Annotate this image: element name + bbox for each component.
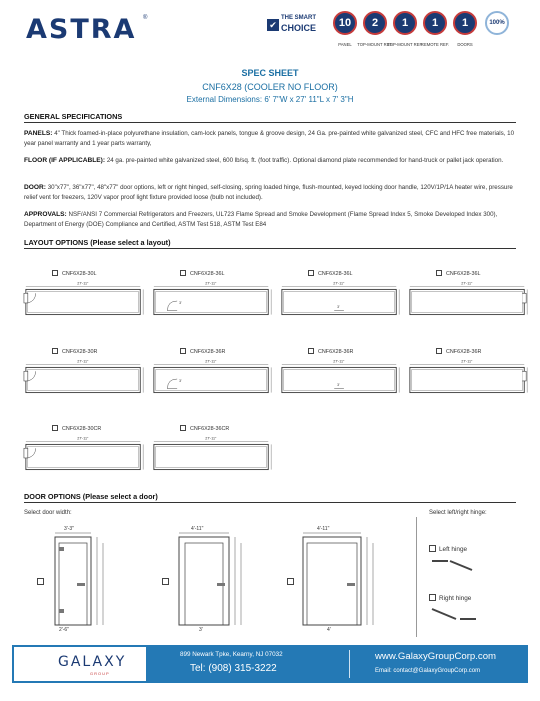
length-dim: 27'-11" [205, 359, 217, 364]
floor-text: 24 ga. pre-painted white galvanized steel, 600 lb/sq. ft. (foot traffic). Optional diamond plate recommended for hand-truck or pallet jack operation. [106, 157, 504, 164]
right-hinge-diagram [430, 604, 480, 631]
badge-caption: REMOTE REF. [420, 42, 450, 47]
door-top-dim: 3'-3" [64, 526, 74, 532]
length-dim: 27'-11" [461, 359, 473, 364]
layout-checkbox[interactable] [180, 348, 186, 354]
layout-floorplan [406, 279, 532, 325]
layout-option-3[interactable] [308, 270, 352, 277]
checkmark-icon: ✔ [267, 19, 279, 31]
layout-checkbox[interactable] [52, 348, 58, 354]
badge-number: 1 [423, 11, 447, 35]
right-hinge-option[interactable] [429, 594, 471, 602]
layout-floorplan [150, 434, 276, 480]
layout-option-label: CNF6X28-36R [446, 349, 482, 355]
door-bottom-dim: 3' [199, 627, 203, 633]
length-dim: 27'-11" [77, 359, 89, 364]
left-hinge-checkbox[interactable] [429, 545, 436, 552]
choice-line1: THE SMART [281, 15, 316, 21]
footer-email-link[interactable]: Email: contact@GalaxyGroupCorp.com [375, 668, 481, 674]
door-top-dim: 4'-11" [317, 526, 330, 532]
layout-checkbox[interactable] [436, 270, 442, 276]
door-options-heading: DOOR OPTIONS (Please select a door) [24, 492, 516, 503]
layout-floorplan [150, 357, 276, 403]
badge-number: 10 [333, 11, 357, 35]
door-label: DOOR: [24, 184, 46, 191]
layout-option-2[interactable] [180, 270, 224, 277]
footer-phone: Tel: (908) 315-3222 [190, 663, 277, 674]
right-hinge-checkbox[interactable] [429, 594, 436, 601]
warranty-badge-topmount [357, 11, 393, 47]
door-top-dim: 4'-11" [191, 526, 204, 532]
layout-options-heading: LAYOUT OPTIONS (Please select a layout) [24, 238, 516, 249]
select-hinge-label: Select left/right hinge: [429, 510, 487, 516]
galaxy-wordmark: GALAXY [58, 654, 127, 670]
badge-number: 1 [453, 11, 477, 35]
left-hinge-diagram [430, 556, 480, 581]
layout-option-7[interactable] [308, 348, 353, 355]
length-dim: 27'-11" [205, 281, 217, 286]
hundred-percent-badge [485, 11, 509, 39]
layout-floorplan [22, 279, 148, 325]
length-dim: 27'-11" [333, 359, 345, 364]
footer-website-link[interactable]: www.GalaxyGroupCorp.com [375, 651, 497, 662]
door-bottom-dim: 4' [327, 627, 331, 633]
choice-line2: CHOICE [281, 23, 317, 33]
layout-option-1[interactable] [52, 270, 96, 277]
door-width-checkbox-1[interactable] [37, 578, 44, 585]
badge-caption: DOORS [457, 42, 473, 47]
layout-checkbox[interactable] [52, 425, 58, 431]
panels-spec [24, 129, 516, 148]
length-dim: 27'-11" [77, 281, 89, 286]
door-drawing-1 [47, 523, 117, 638]
panels-text: 4" Thick foamed-in-place polyurethane insulation, cam-lock panels, tongue & groove design, 24 Ga. pre-painted white galvanized steel, CFC and HFC free materials, 10 year panel warranty and 1 year parts warranty, [24, 130, 515, 147]
select-door-width-label: Select door width: [24, 510, 72, 516]
layout-floorplan [406, 357, 532, 403]
layout-checkbox[interactable] [308, 270, 314, 276]
footer-divider [349, 650, 350, 678]
door-spec [24, 183, 516, 202]
smart-choice-badge [267, 13, 327, 41]
badge-number: 1 [393, 11, 417, 35]
door-mark: 3' [337, 304, 340, 309]
layout-floorplan [278, 357, 404, 403]
layout-option-label: CNF6X28-30CR [62, 426, 102, 432]
layout-floorplan [278, 279, 404, 325]
badge-caption: TOP-MOUNT REF. [357, 42, 393, 47]
external-dimensions: External Dimensions: 6' 7"W x 27' 11"L x 7' 3"H [186, 95, 354, 104]
door-options-divider [416, 517, 417, 637]
layout-option-label: CNF6X28-36R [190, 349, 226, 355]
door-mark: 3' [179, 378, 182, 383]
model-name: CNF6X28 (COOLER NO FLOOR) [202, 82, 338, 92]
general-specs-heading: GENERAL SPECIFICATIONS [24, 112, 516, 123]
layout-option-label: CNF6X28-36L [190, 271, 225, 277]
length-dim: 27'-11" [461, 281, 473, 286]
layout-option-label: CNF6X28-36L [446, 271, 481, 277]
door-width-checkbox-2[interactable] [162, 578, 169, 585]
layout-checkbox[interactable] [180, 425, 186, 431]
door-mark: 3' [337, 382, 340, 387]
door-text: 30"x77", 36"x77", 48"x77" door options, left or right hinged, self-closing, spring loaded hinge, flush-mounted, keyed locking door handle, 120V/1P/1A heater wire, pressure relief vent for freezers, 120V vapor proof light fixture provided loose (bulb not included). [24, 184, 513, 201]
warranty-badge-topmount-2 [387, 11, 423, 47]
door-mark: 3' [179, 300, 182, 305]
galaxy-logo [14, 647, 146, 681]
footer-address: 899 Newark Tpke, Kearny, NJ 07032 [180, 651, 283, 658]
layout-option-label: CNF6X28-36CR [190, 426, 230, 432]
left-hinge-option[interactable] [429, 545, 467, 553]
panels-label: PANELS: [24, 130, 53, 137]
layout-option-4[interactable] [436, 270, 480, 277]
registered-mark: ® [143, 15, 148, 21]
approvals-label: APPROVALS: [24, 211, 67, 218]
layout-floorplan [22, 434, 148, 480]
layout-option-label: CNF6X28-30R [62, 349, 98, 355]
layout-option-label: CNF6X28-36L [318, 271, 353, 277]
badge-caption: TOP-MOUNT REF. [387, 42, 423, 47]
length-dim: 27'-11" [77, 436, 89, 441]
layout-floorplan [22, 357, 148, 403]
badge-caption: PANEL [338, 42, 352, 47]
floor-label: FLOOR (IF APPLICABLE): [24, 157, 106, 164]
layout-option-5[interactable] [52, 348, 97, 355]
door-drawing-2 [173, 523, 253, 638]
door-bottom-dim: 2'-6" [59, 627, 69, 633]
approvals-spec [24, 210, 516, 229]
layout-option-9[interactable] [52, 425, 101, 432]
layout-checkbox[interactable] [52, 270, 58, 276]
approvals-text: NSF/ANSI 7 Commercial Refrigerators and Freezers, UL723 Flame Spread and Smoke Development (Flame Spread Index 5, Smoke Developed Index 300), Department of Energy (DOE) Compliance and Certified, ASTM Test 518, ASTM Test E84 [24, 211, 498, 228]
layout-checkbox[interactable] [308, 348, 314, 354]
layout-option-8[interactable] [436, 348, 481, 355]
layout-checkbox[interactable] [180, 270, 186, 276]
length-dim: 27'-11" [205, 436, 217, 441]
layout-option-label: CNF6X28-36R [318, 349, 354, 355]
spec-sheet-title: SPEC SHEET [241, 68, 299, 78]
layout-option-10[interactable] [180, 425, 229, 432]
badge-number: 2 [363, 11, 387, 35]
door-width-checkbox-3[interactable] [287, 578, 294, 585]
warranty-badge-remote [420, 11, 450, 47]
layout-option-label: CNF6X28-30L [62, 271, 97, 277]
door-drawing-3 [299, 523, 389, 638]
warranty-badge-panel [333, 11, 357, 47]
layout-option-6[interactable] [180, 348, 225, 355]
layout-floorplan [150, 279, 276, 325]
right-hinge-label: Right hinge [439, 595, 472, 602]
left-hinge-label: Left hinge [439, 546, 468, 553]
badge-number: 100% [485, 11, 509, 35]
warranty-badge-doors [453, 11, 477, 47]
footer-bar [12, 645, 528, 683]
floor-spec [24, 156, 516, 166]
layout-checkbox[interactable] [436, 348, 442, 354]
galaxy-sub: GROUP [90, 671, 110, 676]
length-dim: 27'-11" [333, 281, 345, 286]
brand-logo: ASTRA [26, 14, 137, 45]
